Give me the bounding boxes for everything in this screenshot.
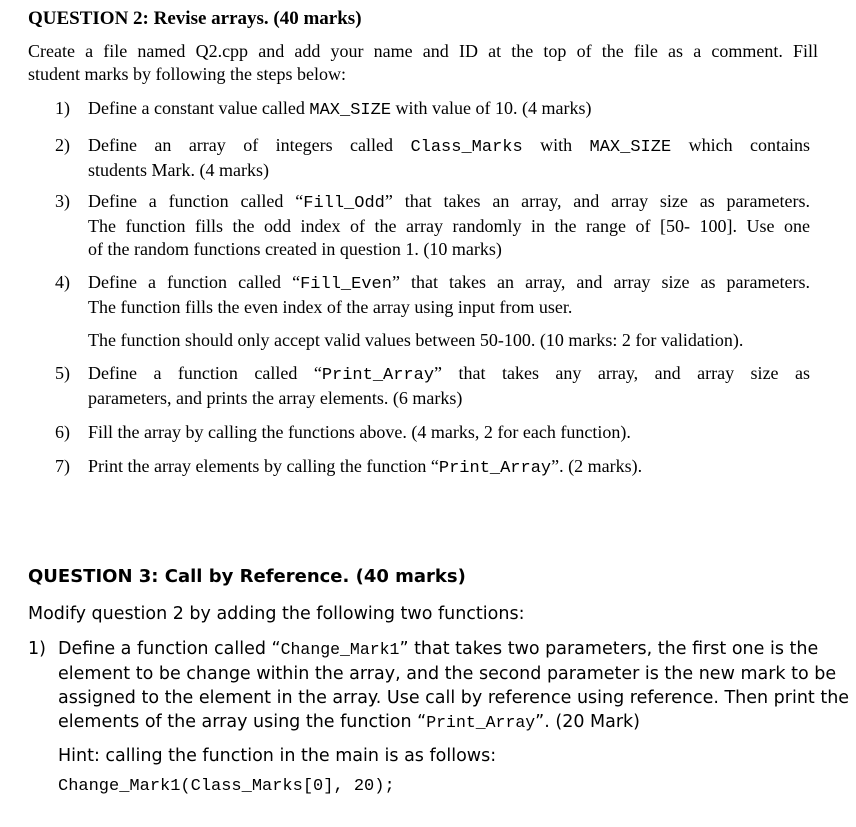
code-identifier: MAX_SIZE xyxy=(309,101,392,120)
step-text: with xyxy=(522,135,590,155)
step-line-1 xyxy=(88,271,810,296)
step-line-2: students Mark. (4 marks) xyxy=(88,160,269,180)
step-number: 3) xyxy=(55,191,70,211)
q2-intro-line1: Create a file named Q2.cpp and add your name and ID at the top of the file as a comment. Fill xyxy=(28,41,818,61)
step-text: Define a function called “ xyxy=(88,191,304,211)
code-identifier: Print_Array xyxy=(426,713,536,732)
code-identifier: Print_Array xyxy=(438,459,552,478)
step-text: Define an array of integers called xyxy=(88,135,411,155)
step-number: 4) xyxy=(55,272,70,292)
step-text: Define a constant value called xyxy=(88,98,310,118)
step-line-2: The function fills the even index of the array using input from user. xyxy=(88,297,573,317)
step-line-2: element to be change within the array, and the second parameter is the new mark to be xyxy=(58,664,837,684)
step-line-3: of the random functions created in question 1. (10 marks) xyxy=(88,239,502,259)
q2-step-4 xyxy=(55,271,810,352)
step-number: 1) xyxy=(28,639,46,659)
step-line-4 xyxy=(58,710,818,735)
step-text: ” that takes an array, and array size as parameters. xyxy=(391,272,811,292)
code-identifier: Fill_Even xyxy=(300,275,392,294)
step-line-2: parameters, and prints the array elements. (6 marks) xyxy=(88,388,463,408)
step-text: Print the array elements by calling the function “ xyxy=(88,456,439,476)
step-text: which contains xyxy=(671,135,810,155)
step-text: with value of 10. (4 marks) xyxy=(391,98,592,118)
code-identifier: Change_Mark1 xyxy=(280,640,400,659)
q2-intro-line2: student marks by following the steps below: xyxy=(28,64,346,84)
q2-step-2 xyxy=(55,134,810,182)
q2-step-6 xyxy=(55,421,810,444)
code-identifier: Print_Array xyxy=(321,366,435,385)
step-text: Define a function called “ xyxy=(88,272,301,292)
code-identifier: Class_Marks xyxy=(410,138,523,157)
step-number: 1) xyxy=(55,98,70,118)
q2-intro xyxy=(28,40,818,86)
step-text: elements of the array using the function “ xyxy=(58,712,427,732)
step-number: 7) xyxy=(55,456,70,476)
code-identifier: MAX_SIZE xyxy=(589,138,672,157)
step-number: 5) xyxy=(55,363,70,383)
step-text: ” that takes any array, and array size as xyxy=(434,363,811,383)
step-line-1 xyxy=(88,362,810,387)
step-text: ”. (20 Mark) xyxy=(535,712,641,732)
q3-hint: Hint: calling the function in the main is as follows: xyxy=(58,746,497,766)
step-text: ” that takes two parameters, the first one is the xyxy=(399,639,819,659)
step-text: Define a function called “ xyxy=(88,363,322,383)
step-text: ”. (2 marks). xyxy=(551,456,643,476)
q2-heading: QUESTION 2: Revise arrays. (40 marks) xyxy=(28,8,362,29)
q2-step-5 xyxy=(55,362,810,410)
step-number: 2) xyxy=(55,135,70,155)
q3-intro: Modify question 2 by adding the following two functions: xyxy=(28,604,525,624)
step-line-1 xyxy=(88,134,810,159)
q3-heading: QUESTION 3: Call by Reference. (40 marks) xyxy=(28,566,466,587)
step-line-2: The function fills the odd index of the array randomly in the range of [50- 100]. Use one xyxy=(88,216,810,236)
step-text: Fill the array by calling the functions above. (4 marks, 2 for each function). xyxy=(88,422,631,442)
step-line-3: The function should only accept valid values between 50-100. (10 marks: 2 for validation). xyxy=(88,330,744,350)
step-text: Define a function called “ xyxy=(58,639,281,659)
q3-code-example: Change_Mark1(Class_Marks[0], 20); xyxy=(58,777,395,796)
q2-step-7 xyxy=(55,455,810,480)
step-line-1 xyxy=(88,190,810,215)
step-text: ” that takes an array, and array size as parameters. xyxy=(384,191,811,211)
step-line-1 xyxy=(58,637,818,662)
q2-step-1 xyxy=(55,97,810,122)
code-identifier: Fill_Odd xyxy=(303,194,385,213)
step-number: 6) xyxy=(55,422,70,442)
q2-step-3 xyxy=(55,190,810,261)
q3-step-1 xyxy=(28,637,850,735)
step-line-3: assigned to the element in the array. Use call by reference using reference. Then print the xyxy=(58,688,850,708)
